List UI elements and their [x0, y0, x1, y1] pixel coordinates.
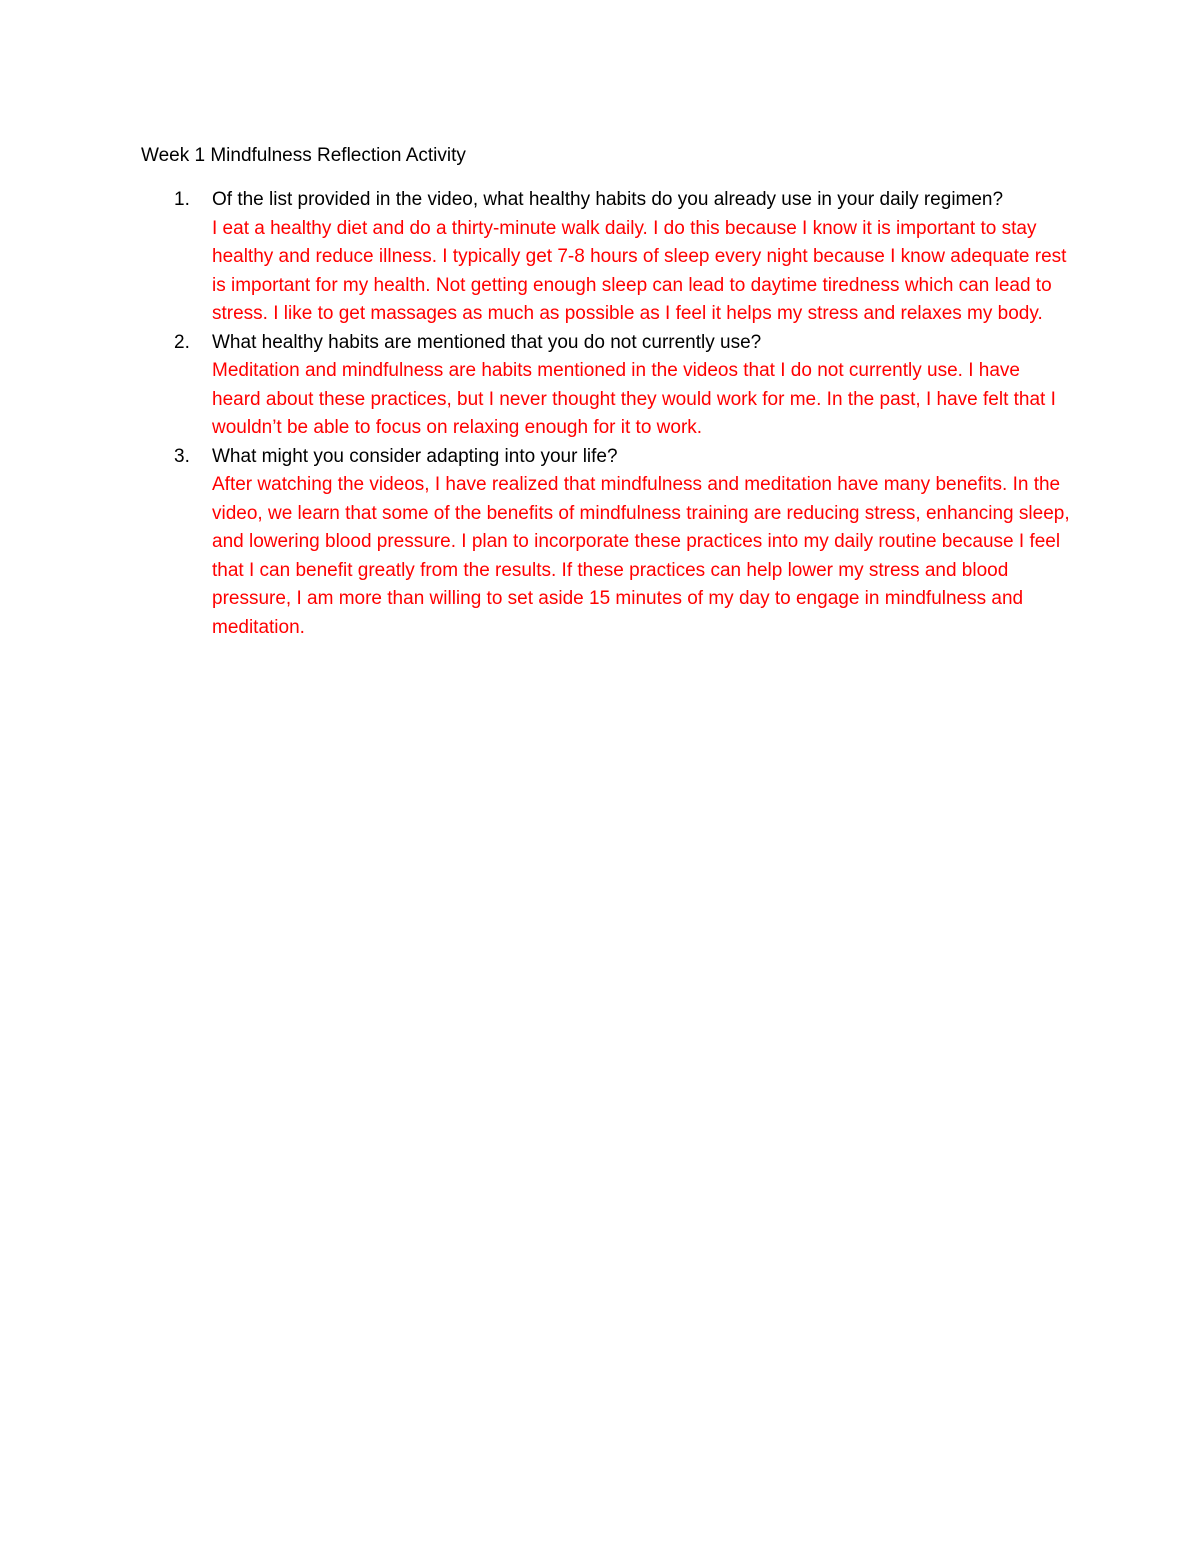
question-number: 1. [174, 189, 190, 210]
answer-text: After watching the videos, I have realized that mindfulness and meditation have many benefits. In the video, we learn that some of the benefits of mindfulness training are reducing stress, enhancing sleep, and lowering blood pressure. I plan to incorporate these practices into my daily routine because I feel that I can benefit greatly from the results. If these practices can help lower my stress and blood pressure, I am more than willing to set aside 15 minutes of my day to engage in mindfulness and meditation. [212, 474, 1070, 638]
document-title: Week 1 Mindfulness Reflection Activity [141, 145, 466, 166]
question-item-1 [141, 186, 1071, 329]
question-text: What might you consider adapting into your life? [212, 445, 618, 467]
question-item-3 [141, 443, 1071, 643]
question-text: Of the list provided in the video, what healthy habits do you already use in your daily regimen? [212, 189, 1004, 210]
question-list [141, 186, 1071, 642]
answer-text: I eat a healthy diet and do a thirty-minute walk daily. I do this because I know it is important to stay healthy and reduce illness. I typically get 7-8 hours of sleep every night because I know adequate rest is important for my health. Not getting enough sleep can lead to daytime tiredness which can lead to stress. I like to get massages as much as possible as I feel it helps my stress and relaxes my body. [212, 217, 1067, 324]
question-item-2 [141, 329, 1071, 443]
answer-text: Meditation and mindfulness are habits mentioned in the videos that I do not currently use. I have heard about these practices, but I never thought they would work for me. In the past, I have felt that I wouldn’t be able to focus on relaxing enough for it to work. [212, 360, 1056, 438]
question-number: 2. [174, 331, 190, 353]
question-number: 3. [174, 445, 190, 467]
question-text: What healthy habits are mentioned that you do not currently use? [212, 331, 762, 353]
